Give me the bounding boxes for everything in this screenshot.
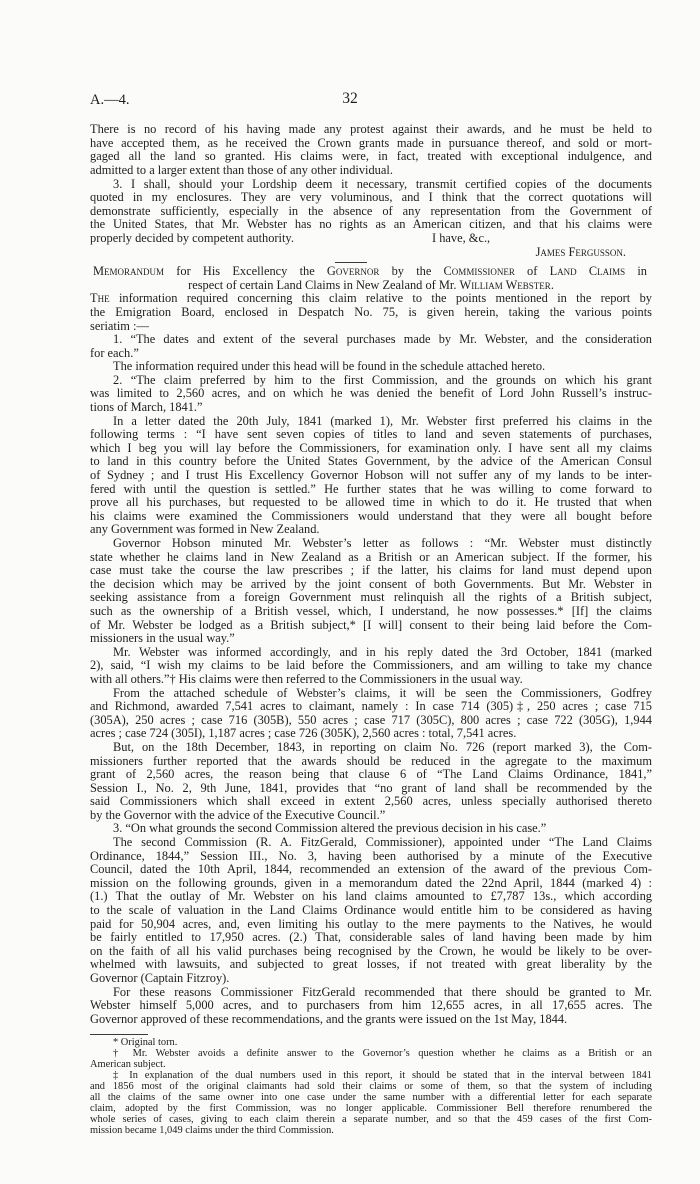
text-line: following terms : “I have sent seven copies of titles to land and seven statements of purchases, [90, 427, 652, 442]
text-line: From the attached schedule of Webster’s claims, it will be seen the Commissioners, Godfrey [113, 685, 652, 700]
text-line: with all others.”† His claims were then referred to the Commissioners in the usual way. [90, 671, 523, 686]
text-line [90, 292, 652, 306]
paragraph-grants-1844 [90, 986, 652, 1027]
text-line: But, on the 18th December, 1843, in reporting on claim No. 726 (report marked 3), the Com- [113, 739, 652, 754]
footnote-rule [90, 1034, 148, 1035]
text-line: whelmed with lawsuits, and subjected to great losses, if not treated with great liberality by the [90, 957, 652, 972]
paragraph-second-commission [90, 836, 652, 986]
text-line: state whether he claims land in New Zealand as a British or an American subject. If the former, his [90, 549, 652, 564]
title-word: Commissioner [443, 264, 515, 279]
text-line: and Richmond, awarded 7,541 acres to claimant, namely : In case 714 (305)‡, 250 acres ; case 715 [90, 699, 652, 714]
text-line: which I beg you will lay before the Commissioners, for examination only. I have sent all my claims [90, 440, 652, 455]
text-line: the decision which may be arrived by the joint consent of both Governments. But Mr. Webster in [90, 576, 652, 591]
paragraph-hobson-minute [90, 537, 652, 646]
memorandum-title [90, 265, 652, 292]
text-line: (305A), 250 acres ; case 716 (305B), 550 acres ; case 717 (305C), 800 acres ; case 722 (305G), 1,944 [90, 712, 652, 727]
text-line: missioners further reported that the awards should be reduced in the agregate to the maximum [90, 753, 652, 768]
text-line: Governor (Captain Fitzroy). [90, 971, 230, 985]
text-line: any Government was formed in New Zealand. [90, 522, 320, 537]
text-line: For these reasons Commissioner FitzGerald recommended that there should be granted to Mr. [113, 984, 652, 999]
text-line: all the claims of the same owner into one case under the same number with a differential letter for each separate [90, 1091, 652, 1103]
question-2 [90, 374, 652, 415]
text-line: 3. “On what grounds the second Commission altered the previous decision in his case.” [113, 821, 547, 836]
title-word: William Webster [459, 277, 551, 292]
title-word: Memorandum [93, 264, 165, 279]
footnote [90, 1070, 652, 1136]
closing-line [90, 232, 652, 246]
text-line: such as the ownership of a British vessel, which, I understand, he now possesses.* [If] the claims [90, 603, 652, 618]
text-line: seeking assistance from a foreign Government must relinquish all the rights of a British subject, [90, 590, 652, 605]
letter-paragraph [90, 123, 652, 177]
text-line: and 1856 most of the original claimants had sold their claims or some of them, so that the system of including [90, 1080, 652, 1092]
text-line: Governor approved of these recommendations, and the grants were issued on the 1st May, 1844. [90, 1011, 568, 1026]
text-line: fered with until the question is settled.” He further states that he was willing to come forward to [90, 481, 652, 496]
text-line: Council, dated the 10th April, 1844, recommended an extension of the award of the previous Com- [90, 862, 652, 877]
page-body [90, 123, 652, 1026]
text-line: Governor Hobson minuted Mr. Webster’s letter as follows : “Mr. Webster must distinctly [113, 536, 652, 550]
question-1 [90, 333, 652, 360]
answer-1 [90, 360, 652, 374]
text-line: mission became 1,049 claims under the third Commission. [90, 1124, 334, 1136]
text-line: have accepted them, as he received the Crown grants made in pursuance thereof, and sold or mort- [90, 135, 652, 150]
text-line: In a letter dated the 20th July, 1841 (marked 1), Mr. Webster first preferred his claims in the [113, 413, 652, 428]
text-line: Ordinance, 1844,” Session III., No. 3, having been authorised by a minute of the Executive [90, 848, 652, 863]
text-segment: information required concerning this claim relative to the points mentioned in the report by [118, 291, 652, 306]
footnote [90, 1048, 652, 1070]
text-line: 1. “The dates and extent of the several purchases made by Mr. Webster, and the consideration [113, 332, 652, 347]
title-text: . [550, 277, 554, 292]
text-line: 2. “The claim preferred by him to the first Commission, and the grounds on which his grant [113, 372, 652, 387]
text-line: quoted in my enclosures. They are very voluminous, and I think that the correct quotations will [90, 190, 652, 205]
title-line [90, 265, 652, 279]
text-line: Webster himself 5,000 acres, and to purchasers from him 12,655 acres, in all 17,655 acres. The [90, 998, 652, 1013]
text-line: paid for 50,904 acres, and, even limiting his outlay to the mere payments to the Natives, he would [90, 916, 652, 931]
title-word: Land Claims [549, 264, 626, 279]
text-line: There is no record of his having made any protest against their awards, and he must be held to [90, 122, 652, 137]
text-line: his claims were examined the Commissioners would understand that they were all bought before [90, 508, 652, 523]
text-line: the Emigration Board, enclosed in Despatch No. 75, is given herein, taking the various points [90, 304, 652, 319]
footnotes [90, 1037, 652, 1136]
title-text: for His Excellency the [164, 264, 327, 279]
text-line: missioners in the usual way.” [90, 631, 235, 646]
text-line: Session I., No. 2, 9th June, 1841, provides that “no grant of land shall be recommended by the [90, 780, 652, 795]
divider-rule [335, 262, 367, 263]
text-line: tions of March, 1841.” [90, 400, 203, 415]
text-line: demonstrate sufficiently, especially in the absence of any representation from the Government of [90, 203, 652, 218]
text-line: ‡ In explanation of the dual numbers used in this report, it should be stated that in the interval between 1841 [113, 1069, 652, 1081]
memorandum-intro [90, 292, 652, 333]
text-line: acres ; case 724 (305I), 1,187 acres ; case 726 (305K), 2,560 acres : total, 7,541 acres. [90, 726, 517, 741]
text-line: the United States, that Mr. Webster has no rights as an American citizen, and that his claims were [90, 217, 652, 232]
title-line [90, 279, 652, 293]
text-line: Mr. Webster was informed accordingly, and in his reply dated the 3rd October, 1841 (marked [113, 644, 652, 659]
signature: James Fergusson. [535, 244, 626, 259]
paper-reference: A.—4. [90, 92, 130, 108]
text-line: case must take the course the law prescribes ; if the latter, his claims for land must depend upon [90, 563, 652, 578]
title-text: respect of certain Land Claims in New Zealand of Mr. [188, 277, 460, 292]
paragraph-reduction-1843 [90, 741, 652, 823]
footnote [90, 1037, 652, 1048]
closing-salutation: I have, &c., [432, 230, 491, 245]
text-line: said Commissioners which shall exceed in extent 2,560 acres, unless specially authorised thereto [90, 794, 652, 809]
text-line: mission on the following grounds, given in a memorandum dated the 22nd April, 1844 (marked 4) : [90, 875, 652, 890]
text-line: seriatim :— [90, 318, 149, 333]
title-word: Governor [326, 264, 380, 279]
text-line: on the faith of all his valid purchases being recognised by the Crown, he would be likely to be over- [90, 943, 652, 958]
text-line: The second Commission (R. A. FitzGerald, Commissioner), appointed under “The Land Claims [113, 835, 652, 850]
text-line: was limited to 2,560 acres, and on which he was denied the benefit of Lord John Russell’s instruc- [90, 386, 652, 401]
text-line: American subject. [90, 1058, 166, 1070]
page-number: 32 [342, 90, 358, 107]
text-line: be fairly entitled to 17,950 acres. (2.) That, considerable sales of land having been made by him [90, 930, 652, 945]
letter-paragraph [90, 178, 652, 232]
question-3 [90, 822, 652, 836]
text-line: claim, adopted by the first Commission, was no longer applicable. Commissioner Bell therefore renumbered the [90, 1102, 652, 1114]
title-text: by the [379, 264, 444, 279]
text-line: properly decided by competent authority. [90, 230, 294, 245]
text-line: grant of 2,560 acres, the reason being that clause 6 of “The Land Claims Ordinance, 1841,” [90, 767, 652, 782]
text-line: to the scale of valuation in the Land Claims Ordinance would entitle him to be considered as having [90, 903, 652, 918]
text-line: of Mr. Webster be lodged as a British subject,* [I will] consent to their being laid before the Com- [90, 617, 652, 632]
text-line: gaged all the land so granted. His claims were, in fact, treated with exceptional indulgence, and [90, 149, 652, 164]
lead-word: The [90, 291, 110, 306]
text-line: for each.” [90, 345, 139, 360]
text-line: by the Governor with the advice of the Executive Council.” [90, 807, 386, 822]
text-line: (1.) That the outlay of Mr. Webster on his land claims amounted to £7,787 13s., which according [90, 889, 652, 904]
text-line: to land in this country before the United States Government, by the advice of the American Consul [90, 454, 652, 469]
text-line: admitted to a larger extent than those of any other individual. [90, 162, 393, 177]
text-line: of Sydney ; and I trust His Excellency Governor Hobson will not suffer any of my lands to be inter- [90, 468, 652, 483]
title-text: in [625, 264, 647, 279]
text-line: whole series of cases, giving to each claim therein a separate number, and so that the 459 cases of the first Com- [90, 1113, 652, 1125]
paragraph-reply-1841 [90, 646, 652, 687]
text-line: * Original torn. [113, 1036, 178, 1048]
text-line: 3. I shall, should your Lordship deem it necessary, transmit certified copies of the documents [113, 176, 652, 191]
signature-line [90, 246, 652, 260]
text-line: 2), said, “I wish my claims to be laid before the Commissioners, and am willing to take my chance [90, 658, 652, 673]
title-text: of [514, 264, 550, 279]
text-line: prove all his purchases, but requested to be allowed time in which to do it. He trusted that when [90, 495, 652, 510]
paragraph-schedule [90, 687, 652, 741]
text-line: † Mr. Webster avoids a definite answer to the Governor’s question whether he claims as a British or an [113, 1047, 652, 1059]
text-line: The information required under this head will be found in the schedule attached hereto. [113, 359, 546, 374]
section-divider [90, 259, 652, 265]
paragraph-letter-1841 [90, 415, 652, 537]
